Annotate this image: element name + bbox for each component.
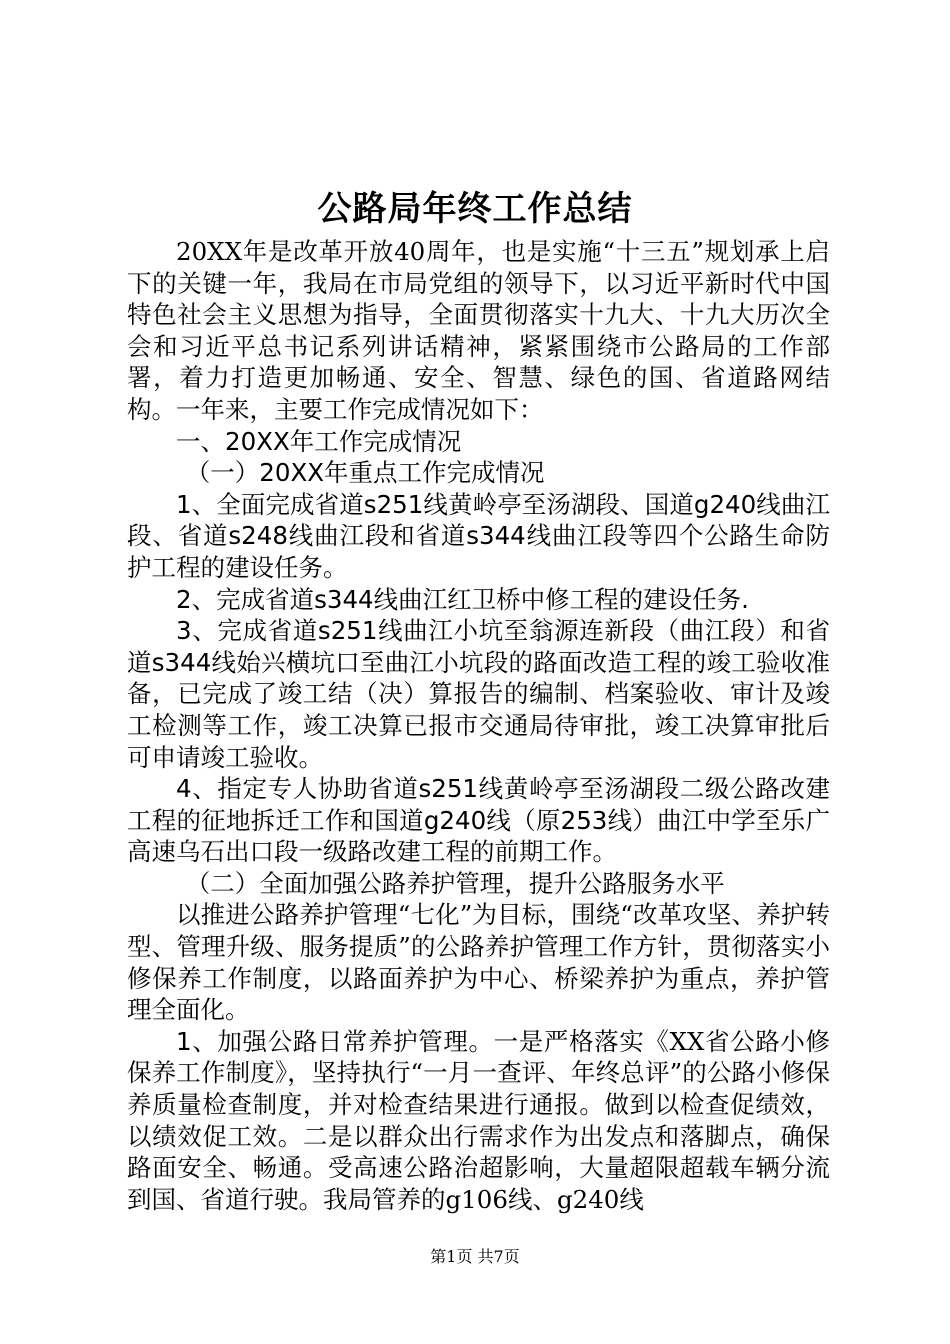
- document-body: [127, 236, 830, 1215]
- page-footer: 第1页 共7页: [430, 1247, 520, 1266]
- maintenance-item-paragraph: [127, 1026, 830, 1216]
- document-title: 公路局年终工作总结: [317, 189, 633, 229]
- maintenance-item-text: 一是严格落实《XX省公路小修保养工作制度》，坚持执行“一月一查评、年终总评”的公路小修保养质量检查制度，并对检查结果进行通报。做到以检查促绩效，以绩效促工效。二是以群众出行需求作为出发点和落脚点，确保路面安全、畅通。受高速公路治超影响，大量超限超载车辆分流到国、省道行驶。我局管养的g106线、g240线: [127, 1026, 830, 1214]
- subsection-heading-2: （二）全面加强公路养护管理，提升公路服务水平: [185, 868, 725, 898]
- item-paragraph-3: 3、完成省道s251线曲江小坑至翁源连新段（曲江段）和省道s344线始兴横坑口至曲江小坑段的路面改造工程的竣工验收准备，已完成了竣工结（决）算报告的编制、档案验收、审计及竣工检测等工作，竣工决算已报市交通局待审批，竣工决算审批后可申请竣工验收。: [127, 616, 830, 772]
- item-paragraph-2: 2、完成省道s344线曲江红卫桥中修工程的建设任务.: [176, 584, 749, 614]
- item-paragraph-1: 1、全面完成省道s251线黄岭亭至汤湖段、国道g240线曲江段、省道s248线曲江段和省道s344线曲江段等四个公路生命防护工程的建设任务。: [127, 489, 830, 582]
- maintenance-item-lead: 1、加强公路日常养护管理。: [176, 1026, 494, 1056]
- item-paragraph-4: 4、指定专人协助省道s251线黄岭亭至汤湖段二级公路改建工程的征地拆迁工作和国道g240线（原253线）曲江中学至乐广高速乌石出口段一级路改建工程的前期工作。: [127, 774, 830, 867]
- section-heading-1: 一、20XX年工作完成情况: [176, 426, 462, 456]
- intro-paragraph: 20XX年是改革开放40周年，也是实施“十三五”规划承上启下的关键一年，我局在市局党组的领导下，以习近平新时代中国特色社会主义思想为指导，全面贯彻落实十九大、十九大历次全会和习近平总书记系列讲话精神，紧紧围绕市公路局的工作部署，着力打造更加畅通、安全、智慧、绿色的国、省道路网结构。一年来，主要工作完成情况如下：: [127, 237, 830, 424]
- subsection-heading-1: （一）20XX年重点工作完成情况: [185, 458, 545, 488]
- maintenance-paragraph: 以推进公路养护管理“七化”为目标，围绕“改革攻坚、养护转型、管理升级、服务提质”的公路养护管理工作方针，贯彻落实小修保养工作制度，以路面养护为中心、桥梁养护为重点，养护管理全面化。: [127, 900, 830, 1025]
